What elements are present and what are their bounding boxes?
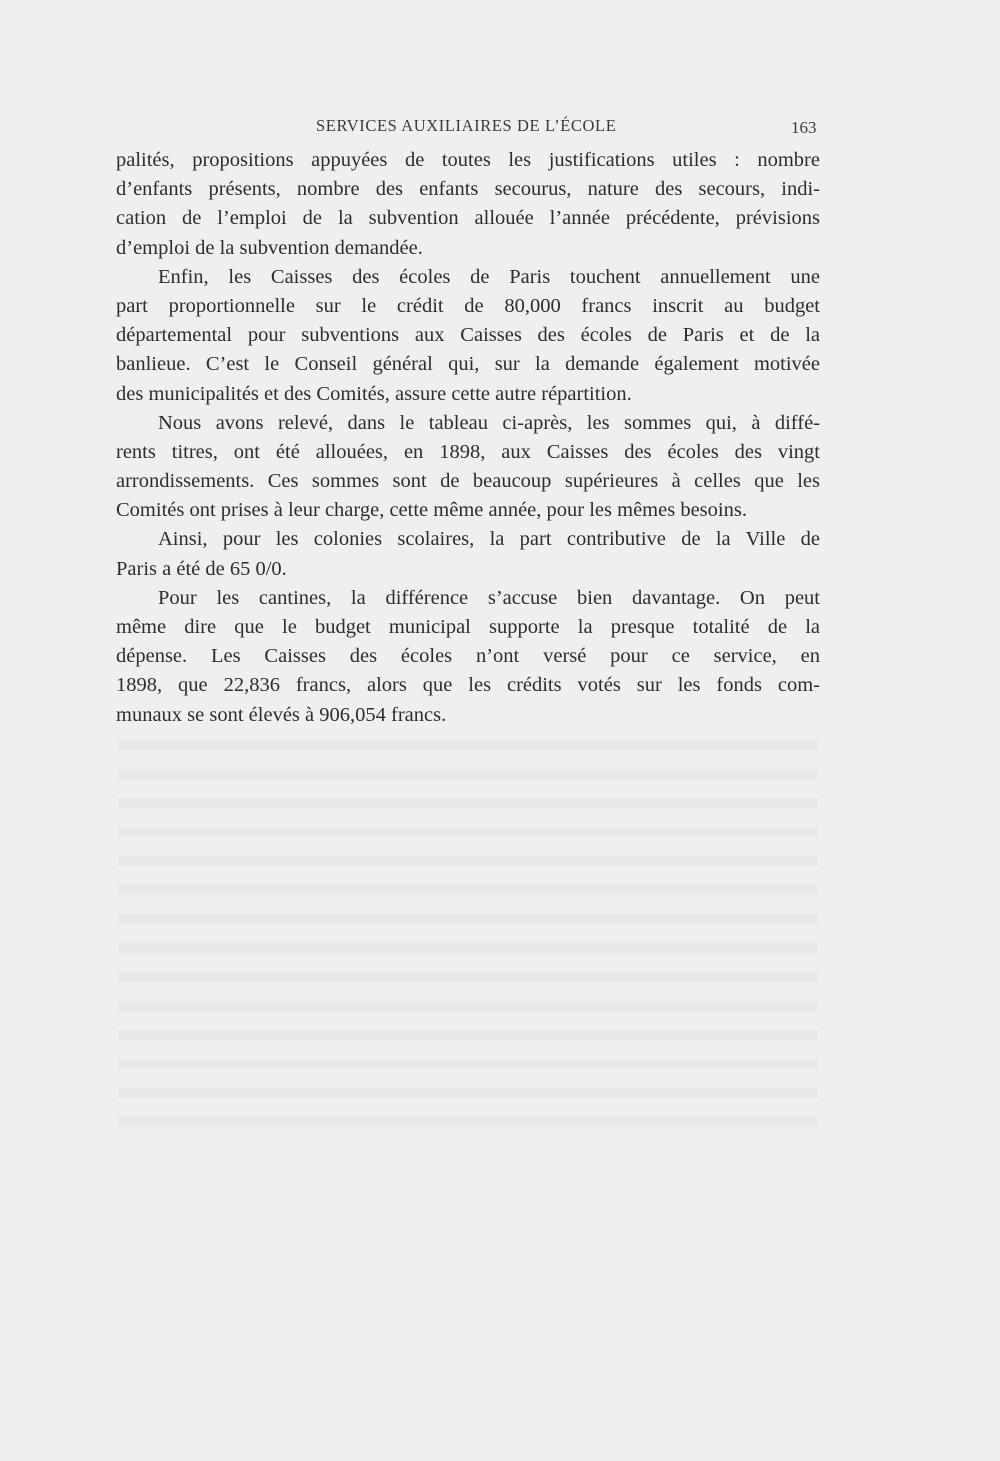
paragraph <box>116 584 820 730</box>
text-line: d’emploi de la subvention demandée. <box>116 236 423 259</box>
paragraph <box>116 525 820 583</box>
text-line: Nous avons relevé, dans le tableau ci-après, les sommes qui, à diffé- <box>158 411 820 434</box>
text-line: Paris a été de 65 0/0. <box>116 557 287 580</box>
text-line: dépense. Les Caisses des écoles n’ont versé pour ce service, en <box>116 645 820 668</box>
text-line: cation de l’emploi de la subvention allouée l’année précédente, prévisions <box>116 207 820 230</box>
text-line: d’enfants présents, nombre des enfants secourus, nature des secours, indi- <box>116 178 820 201</box>
text-line: des municipalités et des Comités, assure cette autre répartition. <box>116 382 632 405</box>
text-line: palités, propositions appuyées de toutes les justifications utiles : nombre <box>116 149 820 171</box>
text-line: départemental pour subventions aux Caisses des écoles de Paris et de la <box>116 324 820 347</box>
running-header-title: SERVICES AUXILIAIRES DE L’ÉCOLE <box>316 116 617 135</box>
text-line: munaux se sont élevés à 906,054 francs. <box>116 703 447 726</box>
text-line: Enfin, les Caisses des écoles de Paris touchent annuellement une <box>158 265 820 288</box>
text-line: rents titres, ont été allouées, en 1898, aux Caisses des écoles des vingt <box>116 440 820 463</box>
paragraph <box>116 263 820 409</box>
text-line: Ainsi, pour les colonies scolaires, la part contributive de la Ville de <box>158 528 820 551</box>
show-through-texture <box>118 740 818 1140</box>
text-line: Comités ont prises à leur charge, cette même année, pour les mêmes besoins. <box>116 499 747 522</box>
page-number: 163 <box>791 118 817 137</box>
text-line: 1898, que 22,836 francs, alors que les crédits votés sur les fonds com- <box>116 674 820 697</box>
text-line: banlieue. C’est le Conseil général qui, sur la demande également motivée <box>116 353 820 376</box>
text-line: même dire que le budget municipal supporte la presque totalité de la <box>116 616 820 638</box>
body-text <box>116 146 820 730</box>
text-line: arrondissements. Ces sommes sont de beaucoup supérieures à celles que les <box>116 470 820 493</box>
paragraph <box>116 409 820 526</box>
text-line: Pour les cantines, la différence s’accuse bien davantage. On peut <box>158 586 820 609</box>
text-line: part proportionnelle sur le crédit de 80,000 francs inscrit au budget <box>116 294 820 317</box>
paragraph <box>116 146 820 263</box>
